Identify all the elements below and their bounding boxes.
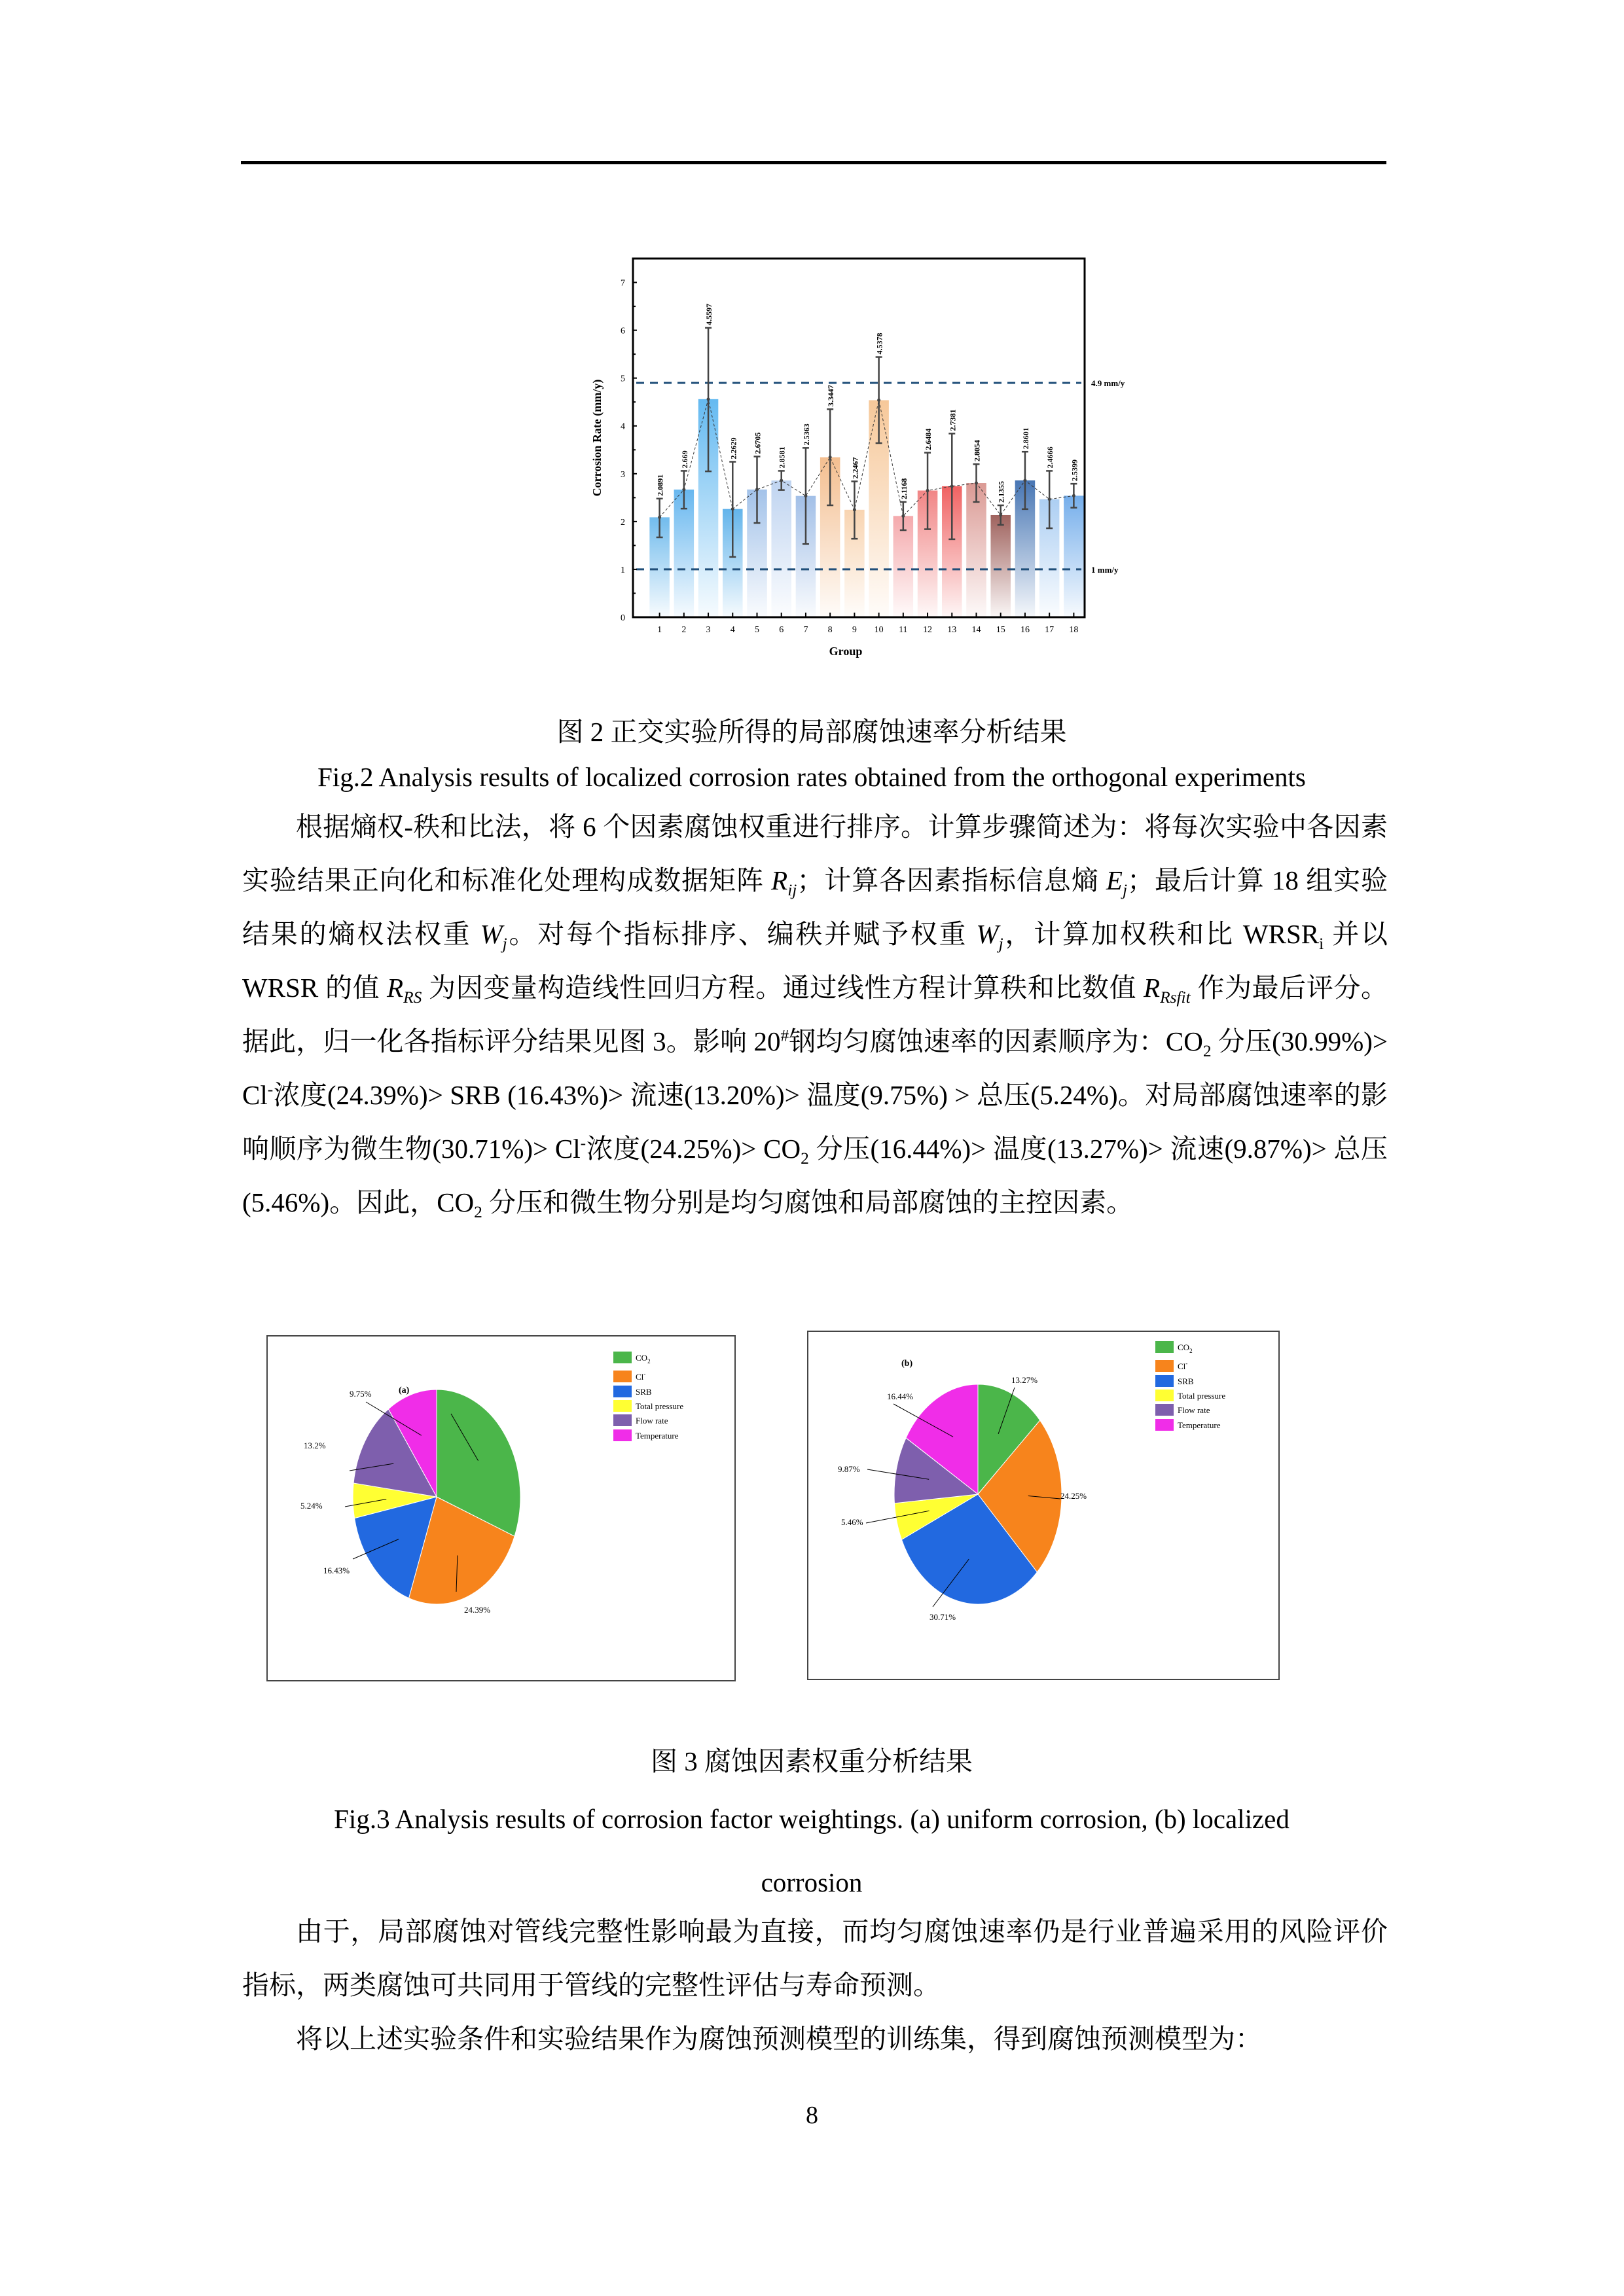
data-point bbox=[707, 397, 710, 401]
y-tick-label: 1 bbox=[621, 565, 625, 575]
x-tick-label: 9 bbox=[852, 625, 857, 635]
paragraph-integrity bbox=[242, 1905, 1388, 2066]
legend-swatch bbox=[1155, 1419, 1174, 1431]
legend-label: Cl- bbox=[636, 1371, 646, 1382]
data-point bbox=[926, 489, 929, 492]
value-label: 4.5378 bbox=[875, 332, 884, 355]
data-point bbox=[682, 488, 685, 491]
x-tick-label: 3 bbox=[706, 625, 711, 635]
slice-value-label: 24.39% bbox=[464, 1605, 491, 1615]
legend-label: Temperature bbox=[1178, 1420, 1221, 1430]
legend-swatch bbox=[1155, 1341, 1174, 1353]
x-tick-label: 12 bbox=[923, 625, 933, 635]
data-point bbox=[804, 494, 807, 497]
data-point bbox=[1023, 479, 1026, 482]
legend-label: Flow rate bbox=[1178, 1405, 1210, 1415]
value-label: 2.5399 bbox=[1070, 459, 1079, 482]
x-tick-label: 10 bbox=[874, 625, 884, 635]
value-label: 2.6484 bbox=[924, 428, 933, 450]
figure2-caption-cn: 图 2 正交实验所得的局部腐蚀速率分析结果 bbox=[556, 717, 1067, 747]
y-tick-label: 5 bbox=[621, 374, 625, 384]
data-point bbox=[755, 488, 759, 491]
y-axis-title: Corrosion Rate (mm/y) bbox=[590, 379, 604, 497]
legend-label: $CO_2$ bbox=[1178, 1342, 1193, 1354]
value-label: 2.6705 bbox=[753, 432, 763, 454]
data-point bbox=[877, 399, 880, 402]
value-label: 2.2467 bbox=[850, 457, 860, 479]
bar-group-18 bbox=[1064, 495, 1084, 617]
value-label: 3.3447 bbox=[826, 385, 836, 407]
slice-value-label: 5.46% bbox=[841, 1517, 863, 1527]
slice-value-label: 30.71% bbox=[929, 1612, 956, 1622]
legend-swatch bbox=[613, 1414, 632, 1426]
panel-label: (b) bbox=[901, 1359, 913, 1369]
x-tick-label: 1 bbox=[657, 625, 662, 635]
x-tick-label: 5 bbox=[755, 625, 759, 635]
x-tick-label: 8 bbox=[827, 625, 833, 635]
data-point bbox=[853, 508, 856, 511]
x-tick-label: 18 bbox=[1069, 625, 1079, 635]
bar-group-6 bbox=[771, 480, 791, 617]
data-point bbox=[780, 479, 783, 482]
data-point bbox=[975, 482, 978, 485]
slice-value-label: 24.25% bbox=[1060, 1491, 1087, 1501]
legend-swatch bbox=[1155, 1404, 1174, 1416]
legend-swatch bbox=[613, 1371, 632, 1382]
trend-line bbox=[660, 399, 1074, 518]
value-label: 2.1168 bbox=[899, 478, 909, 499]
legend-label: SRB bbox=[1178, 1376, 1194, 1386]
figure3-caption-cn: 图 3 腐蚀因素权重分析结果 bbox=[651, 1746, 973, 1776]
bar-group-15 bbox=[990, 515, 1011, 617]
value-label: 2.2629 bbox=[729, 437, 738, 459]
legend-label: $CO_2$ bbox=[636, 1353, 651, 1365]
legend-swatch bbox=[1155, 1360, 1174, 1372]
x-tick-label: 15 bbox=[996, 625, 1005, 635]
x-tick-label: 13 bbox=[947, 625, 957, 635]
paragraph-body: 由于，局部腐蚀对管线完整性影响最为直接，而均匀腐蚀速率仍是行业普遍采用的风险评价指标，两类腐蚀可共同用于管线的完整性评估与寿命预测。 bbox=[242, 1916, 1388, 2000]
legend-label: Total pressure bbox=[1178, 1391, 1226, 1401]
legend-label: Total pressure bbox=[636, 1401, 684, 1411]
figure3-caption-en-line1: Fig.3 Analysis results of corrosion factor weightings. (a) uniform corrosion, (b) localized bbox=[334, 1804, 1290, 1834]
paragraph-entropy-rsr bbox=[242, 800, 1388, 1229]
x-axis-title: Group bbox=[829, 645, 863, 658]
legend-swatch bbox=[1155, 1375, 1174, 1387]
reference-label-0: 4.9 mm/y bbox=[1091, 378, 1125, 388]
corrosion-rate-bar-chart bbox=[563, 242, 1178, 687]
value-label: 2.7381 bbox=[948, 409, 958, 431]
value-label: 2.669 bbox=[679, 450, 689, 469]
y-tick-label: 0 bbox=[621, 613, 625, 623]
data-point bbox=[658, 516, 661, 519]
x-tick-label: 7 bbox=[803, 625, 808, 635]
x-tick-label: 16 bbox=[1020, 625, 1030, 635]
legend-label: Cl- bbox=[1178, 1360, 1188, 1371]
x-tick-label: 6 bbox=[779, 625, 784, 635]
x-tick-label: 14 bbox=[971, 625, 981, 635]
legend-swatch bbox=[1155, 1390, 1174, 1401]
legend-label: Flow rate bbox=[636, 1416, 668, 1426]
data-point bbox=[731, 507, 734, 511]
y-tick-label: 3 bbox=[621, 469, 625, 480]
slice-value-label: 16.44% bbox=[887, 1391, 914, 1401]
slice-value-label: 5.24% bbox=[300, 1501, 323, 1511]
x-tick-label: 4 bbox=[730, 625, 735, 635]
value-label: 2.1355 bbox=[996, 481, 1006, 503]
localized-corrosion-pie-chart bbox=[808, 1332, 1278, 1679]
data-point bbox=[1048, 497, 1051, 501]
y-tick-label: 4 bbox=[621, 422, 625, 432]
data-point bbox=[950, 484, 954, 488]
value-label: 2.5363 bbox=[801, 423, 811, 446]
slice-value-label: 13.2% bbox=[304, 1441, 326, 1450]
figure2-caption-en: Fig.2 Analysis results of localized corrosion rates obtained from the orthogonal experiments bbox=[317, 762, 1306, 792]
page-number: 8 bbox=[806, 2102, 818, 2129]
legend-swatch bbox=[613, 1352, 632, 1363]
panel-label: (a) bbox=[399, 1386, 410, 1395]
y-tick-label: 7 bbox=[621, 278, 625, 289]
slice-value-label: 16.43% bbox=[323, 1566, 350, 1575]
data-point bbox=[999, 513, 1002, 516]
header-rule bbox=[241, 161, 1386, 164]
legend-swatch bbox=[613, 1429, 632, 1441]
value-label: 4.5597 bbox=[704, 303, 714, 325]
slice-value-label: 13.27% bbox=[1011, 1375, 1038, 1385]
y-tick-label: 2 bbox=[621, 517, 625, 528]
value-label: 2.4666 bbox=[1045, 446, 1055, 469]
pie-chart-a-frame bbox=[266, 1335, 736, 1681]
legend-swatch bbox=[613, 1386, 632, 1397]
slice-value-label: 9.87% bbox=[838, 1464, 860, 1474]
uniform-corrosion-pie-chart bbox=[268, 1336, 734, 1680]
slice-value-label: 9.75% bbox=[350, 1389, 372, 1399]
figure3-caption-en-line2: corrosion bbox=[761, 1867, 863, 1897]
data-point bbox=[1072, 494, 1075, 497]
paragraph-body: 根据熵权-秩和比法，将 6 个因素腐蚀权重进行排序。计算步骤简述为：将每次实验中各因素实验结果正向化和标准化处理构成数据矩阵 $R_{ij}$；计算各因素指标信息熵 $E_j$；最后计算 18 组实验结果的熵权法权重 $W_j$。对每个指标排序、编秩并赋予权重 $W_j$，计算加权秩和比 $WRSR_i$ 并以 WRSR 的值 $R_{RS}$ 为因变量构造线性回归方程。通过线性方程计算秩和比数值 $R_{Rsfit}$ 作为最后评分。据此，归一化各指标评分结果见图 3。影响 20#钢均匀腐蚀速率的因素顺序为：$CO_2$ 分压(30.99%)> Cl-浓度(24.39%)> SRB (16.43%)> 流速(13.20%)> 温度(9.75%) > 总压(5.24%)。对局部腐蚀速率的影响顺序为微生物(30.71%)> Cl-浓度$(24.25\%)> CO_2$ 分压(16.44%)> 温度(13.27%)> 流速(9.87%)> 总压(5.46%)。因此，$CO_2$ 分压和微生物分别是均匀腐蚀和局部腐蚀的主控因素。 bbox=[242, 812, 1388, 1222]
data-point bbox=[829, 456, 832, 459]
value-label: 2.8054 bbox=[972, 440, 982, 462]
value-label: 2.0891 bbox=[655, 474, 665, 496]
value-label: 2.8581 bbox=[777, 446, 787, 469]
pie-chart-b-frame bbox=[807, 1331, 1280, 1680]
reference-label-1: 1 mm/y bbox=[1091, 564, 1119, 575]
legend-swatch bbox=[613, 1400, 632, 1412]
paragraph-body: 将以上述实验条件和实验结果作为腐蚀预测模型的训练集，得到腐蚀预测模型为： bbox=[296, 2024, 1262, 2054]
data-point bbox=[901, 514, 905, 518]
legend-label: SRB bbox=[636, 1387, 652, 1397]
x-tick-label: 11 bbox=[899, 625, 908, 635]
value-label: 2.8601 bbox=[1020, 427, 1030, 450]
bar-group-14 bbox=[966, 483, 986, 617]
bar-group-11 bbox=[893, 516, 914, 617]
x-tick-label: 17 bbox=[1045, 625, 1055, 635]
x-tick-label: 2 bbox=[681, 625, 687, 635]
legend-label: Temperature bbox=[636, 1431, 679, 1441]
y-tick-label: 6 bbox=[621, 326, 625, 336]
